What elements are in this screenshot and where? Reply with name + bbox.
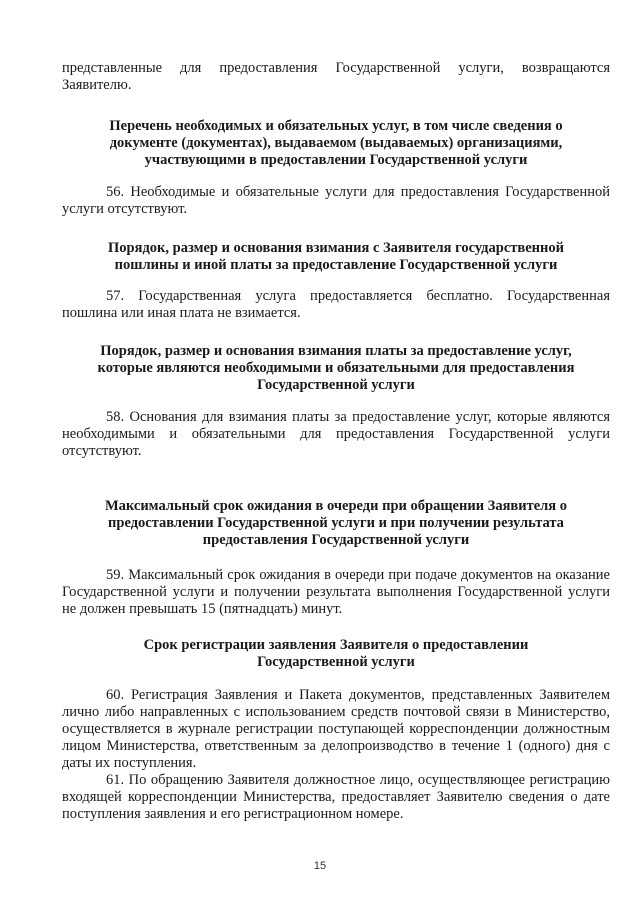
section-heading-registration: Срок регистрации заявления Заявителя о предоставлении Государственной услуги <box>143 637 529 670</box>
paragraph-58: 58. Основания для взимания платы за предоставление услуг, которые являются необходимыми и обязательными для предоставления Государственной услуги отсутствуют. <box>62 409 610 459</box>
section-heading-services: Перечень необходимых и обязательных услуг, в том числе сведения о документе (документах), выдаваемом (выдаваемых) организациями, участвующими в предоставлении Государственной услуги <box>109 118 563 168</box>
page-number: 15 <box>313 860 327 872</box>
paragraph-59: 59. Максимальный срок ожидания в очереди при подаче документов на оказание Государственной услуги и получении результата выполнения Государственной услуги не должен превышать 15 (пятнадцать) минут. <box>62 567 610 617</box>
paragraph-60: 60. Регистрация Заявления и Пакета документов, представленных Заявителем лично либо направленных с использованием средств почтовой связи в Министерство, осуществляется в журнале регистрации поступающей корреспонденции должностным лицом Министерства, ответственным за делопроизводство в течение 1 (одного) дня с даты их поступления. <box>62 687 610 771</box>
paragraph-57: 57. Государственная услуга предоставляется бесплатно. Государственная пошлина или иная плата не взимается. <box>62 288 610 321</box>
section-heading-queue-time: Максимальный срок ожидания в очереди при обращении Заявителя о предоставлении Государственной услуги и при получении результата предоставления Государственной услуги <box>104 498 568 548</box>
paragraph-61: 61. По обращению Заявителя должностное лицо, осуществляющее регистрацию входящей корреспонденции Министерства, предоставляет Заявителю сведения о дате поступления заявления и его регистрационном номере. <box>62 772 610 822</box>
section-heading-state-fee: Порядок, размер и основания взимания с Заявителя государственной пошлины и иной платы за предоставление Государственной услуги <box>108 240 564 273</box>
paragraph-56: 56. Необходимые и обязательные услуги для предоставления Государственной услуги отсутствуют. <box>62 184 610 217</box>
section-heading-service-fee: Порядок, размер и основания взимания платы за предоставление услуг, которые являются необходимыми и обязательными для предоставления Государственной услуги <box>97 343 575 393</box>
intro-paragraph: представленные для предоставления Государственной услуги, возвращаются Заявителю. <box>62 60 610 93</box>
